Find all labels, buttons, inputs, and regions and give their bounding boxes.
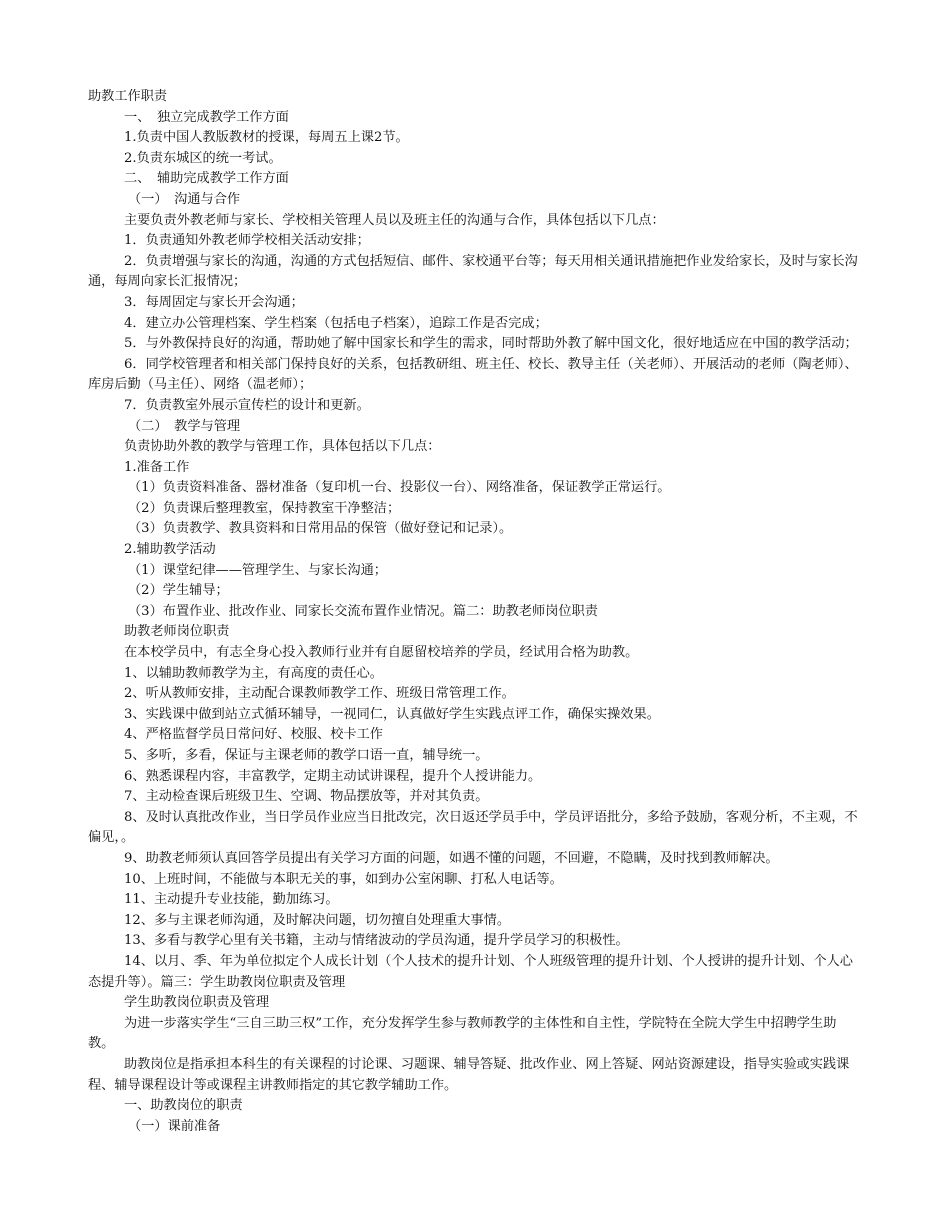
document-paragraph: 学生助教岗位职责及管理 [124,995,270,1011]
document-paragraph: 1．负责通知外教老师学校相关活动安排； [124,233,370,249]
document-paragraph: 3．每周固定与家长开会沟通； [124,294,304,310]
document-paragraph: 13、多看与教学心里有关书籍，主动与情绪波动的学员沟通，提升学员学习的积极性。 [124,933,629,949]
document-paragraph: 1.准备工作 [124,459,190,475]
document-paragraph: 一、助教岗位的职责 [124,1098,243,1114]
document-paragraph: 助教老师岗位职责 [124,624,230,640]
document-paragraph: 1.负责中国人教版教材的授课，每周五上课2节。 [124,130,409,146]
document-paragraph: 4．建立办公管理档案、学生档案（包括电子档案），追踪工作是否完成； [124,315,548,331]
document-paragraph: （一）课前准备 [128,1118,221,1134]
document-paragraph: 3、实践课中做到站立式循环辅导，一视同仁，认真做好学生实践点评工作，确保实操效果。 [124,706,660,722]
document-paragraph: 11、主动提升专业技能，勤加练习。 [124,892,339,908]
document-paragraph: 1、以辅助教师教学为主，有高度的责任心。 [124,665,383,681]
document-paragraph: 5、多听，多看，保证与主课老师的教学口语一直，辅导统一。 [124,748,489,763]
document-paragraph: 12、多与主课老师沟通，及时解决问题，切勿擅自处理重大事情。 [124,912,511,928]
document-paragraph: 负责协助外教的教学与管理工作，具体包括以下几点： [124,439,441,455]
document-paragraph: 主要负责外教老师与家长、学校相关管理人员以及班主任的沟通与合作，具体包括以下几点： [124,212,665,228]
document-paragraph: （二） 教学与管理 [128,418,241,434]
document-paragraph: （2）学生辅导； [128,583,229,599]
document-paragraph: 2.负责东城区的统一考试。 [124,150,282,166]
document-paragraph: 为进一步落实学生“三自三助三权”工作，充分发挥学生参与教师教学的主体性和自主性，学院特在全院大学生中招聘学生助教。 [88,1015,837,1052]
document-paragraph: 二、 辅助完成教学工作方面 [124,171,289,187]
document-paragraph: 9、助教老师须认真回答学员提出有关学习方面的问题，如遇不懂的问题，不回避，不隐瞒，及时找到教师解决。 [124,850,779,866]
document-paragraph: 4、严格监督学员日常问好、校服、校卡工作 [124,727,383,743]
document-paragraph: 6、熟悉课程内容，丰富教学，定期主动试讲课程，提升个人授讲能力。 [124,768,542,784]
document-paragraph: 助教岗位是指承担本科生的有关课程的讨论课、习题课、辅导答疑、批改作业、网上答疑、网站资源建设，指导实验或实践课程、辅导课程设计等或课程主讲教师指定的其它教学辅助工作。 [88,1056,850,1093]
document-paragraph: （2）负责课后整理教室，保持教室干净整洁； [128,500,401,516]
document-paragraph: 2.辅助教学活动 [124,542,216,558]
document-paragraph: （3）布置作业、批改作业、同家长交流布置作业情况。篇二：助教老师岗位职责 [128,603,598,619]
document-paragraph: 7、主动检查课后班级卫生、空调、物品摆放等，并对其负责。 [124,789,489,805]
document-paragraph: （一） 沟通与合作 [128,191,241,207]
document-title: 助教工作职责 [88,89,168,104]
document-paragraph: （1）负责资料准备、器材准备（复印机一台、投影仪一台）、网络准备，保证教学正常运行。 [128,480,671,496]
document-paragraph: （1）课堂纪律——管理学生、与家长沟通； [128,562,387,578]
document-paragraph: （3）负责教学、教具资料和日常用品的保管（做好登记和记录）。 [128,521,513,537]
document-paragraph: 10、上班时间，不能做与本职无关的事，如到办公室闲聊、打私人电话等。 [124,871,563,887]
document-paragraph: 8、及时认真批改作业，当日学员作业应当日批改完，次日返还学员手中，学员评语批分，多给予鼓励，客观分析，不主观，不偏见，。 [88,809,858,846]
document-paragraph: 7．负责教室外展示宣传栏的设计和更新。 [124,397,370,413]
document-paragraph: 在本校学员中，有志全身心投入教师行业并有自愿留校培养的学员，经试用合格为助教。 [124,645,639,661]
document-paragraph: 2．负责增强与家长的沟通，沟通的方式包括短信、邮件、家校通平台等；每天用相关通讯措施把作业发给家长，及时与家长沟通，每周向家长汇报情况； [88,253,858,290]
document-paragraph: 2、听从教师安排，主动配合课教师教学工作、班级日常管理工作。 [124,686,515,702]
document-paragraph: 一、 独立完成教学工作方面 [124,109,289,125]
document-paragraph: 14、以月、季、年为单位拟定个人成长计划（个人技术的提升计划、个人班级管理的提升计划、个人授讲的提升计划、个人心态提升等）。篇三：学生助教岗位职责及管理 [88,953,853,990]
document-paragraph: 6．同学校管理者和相关部门保持良好的关系，包括教研组、班主任、校长、教导主任（关老师）、开展活动的老师（陶老师）、库房后勤（马主任）、网络（温老师）； [88,356,858,393]
document-paragraph: 5．与外教保持良好的沟通，帮助她了解中国家长和学生的需求，同时帮助外教了解中国文化，很好地适应在中国的教学活动； [124,336,858,352]
